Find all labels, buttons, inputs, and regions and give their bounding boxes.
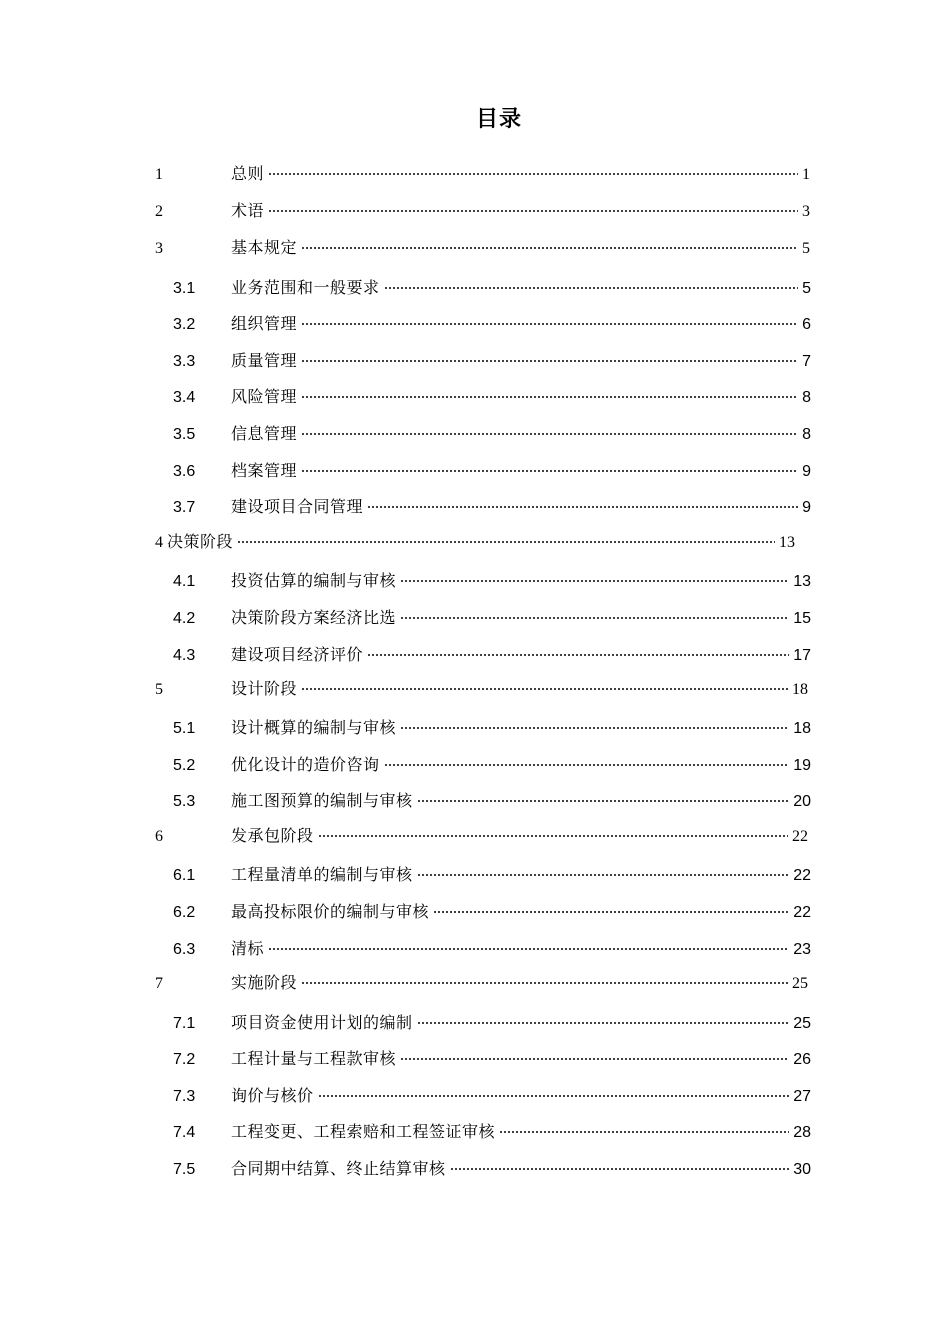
toc-entry-label: 术语: [231, 201, 265, 220]
toc-entry[interactable]: [173, 385, 811, 409]
toc-entry-number: 7.1: [173, 1015, 196, 1032]
toc-entry-number: 7.4: [173, 1124, 196, 1141]
toc-entry-page: 5: [802, 240, 810, 257]
toc-entry-number: 4.3: [173, 647, 196, 664]
toc-entry-label: 询价与核价: [231, 1086, 314, 1105]
toc-entry[interactable]: [173, 349, 811, 373]
toc-entry-label: 投资估算的编制与审核: [231, 571, 397, 590]
toc-entry-label: 质量管理: [231, 351, 298, 370]
toc-entry-number: 3.3: [173, 353, 196, 370]
toc-entry-number: 6.2: [173, 904, 196, 921]
toc-entry-page: 18: [792, 681, 808, 698]
toc-entry-label: 发承包阶段: [231, 826, 314, 845]
dot-leader: [433, 911, 789, 913]
toc-entry-label: 基本规定: [231, 238, 298, 257]
toc-entry-page: 17: [793, 647, 811, 664]
toc-entry-number: 3.5: [173, 426, 196, 443]
toc-entry-number: 2: [155, 203, 163, 220]
toc-entry-number: 4.2: [173, 610, 196, 627]
toc-entry[interactable]: [173, 937, 811, 961]
toc-entry-label: 合同期中结算、终止结算审核: [231, 1159, 446, 1178]
toc-entry-number: 4: [155, 534, 163, 551]
dot-leader: [301, 470, 798, 472]
toc-entry-page: 7: [802, 353, 811, 370]
toc-entry-number: 5.3: [173, 793, 196, 810]
toc-entry-number: 3: [155, 240, 163, 257]
toc-entry[interactable]: [173, 789, 811, 813]
toc-entry-page: 25: [793, 1015, 811, 1032]
toc-entry-label: 建设项目合同管理: [231, 497, 364, 516]
toc-entry-number: 4.1: [173, 573, 196, 590]
toc-entry-number: 3.2: [173, 316, 196, 333]
toc-entry-label: 工程变更、工程索赔和工程签证审核: [231, 1122, 496, 1141]
dot-leader: [400, 727, 789, 729]
toc-entry[interactable]: [155, 236, 810, 260]
dot-leader: [268, 210, 798, 212]
toc-entry[interactable]: [155, 162, 810, 186]
dot-leader: [384, 287, 799, 289]
toc-entry[interactable]: [173, 312, 811, 336]
dot-leader: [301, 396, 798, 398]
toc-entry[interactable]: [173, 716, 811, 740]
toc-entry[interactable]: [173, 459, 811, 483]
toc-entry-page: 13: [779, 534, 795, 551]
dot-leader: [450, 1168, 790, 1170]
toc-entry-label: 实施阶段: [231, 973, 298, 992]
toc-entry-label: 建设项目经济评价: [231, 645, 364, 664]
toc-entry-page: 26: [793, 1051, 811, 1068]
dot-leader: [318, 1095, 790, 1097]
toc-entry[interactable]: [173, 900, 811, 924]
toc-entry-page: 1: [802, 166, 810, 183]
dot-leader: [301, 247, 798, 249]
dot-leader: [301, 433, 798, 435]
toc-entry-number: 6.3: [173, 941, 196, 958]
toc-entry[interactable]: [155, 824, 808, 848]
toc-entry[interactable]: [173, 863, 811, 887]
dot-leader: [400, 580, 789, 582]
dot-leader: [417, 874, 790, 876]
dot-leader: [268, 948, 789, 950]
toc-entry-number: 7.5: [173, 1161, 196, 1178]
toc-entry-number: 7.3: [173, 1088, 196, 1105]
dot-leader: [400, 1058, 789, 1060]
toc-entry-page: 9: [802, 463, 811, 480]
toc-entry-page: 9: [802, 499, 811, 516]
toc-entry-number: 6: [155, 828, 163, 845]
toc-entry[interactable]: [155, 530, 795, 554]
toc-entry[interactable]: [173, 1120, 811, 1144]
toc-entry-page: 5: [802, 280, 811, 297]
toc-entry-label: 档案管理: [231, 461, 298, 480]
dot-leader: [301, 323, 798, 325]
toc-entry[interactable]: [155, 677, 808, 701]
toc-entry-label: 工程量清单的编制与审核: [231, 865, 413, 884]
toc-entry-label: 优化设计的造价咨询: [231, 755, 380, 774]
toc-entry-label: 工程计量与工程款审核: [231, 1049, 397, 1068]
toc-entry-page: 8: [802, 426, 811, 443]
toc-entry-page: 22: [793, 904, 811, 921]
dot-leader: [367, 654, 789, 656]
toc-entry[interactable]: [173, 1047, 811, 1071]
toc-entry-number: 1: [155, 166, 163, 183]
toc-entry-page: 20: [793, 793, 811, 810]
toc-entry-page: 25: [792, 975, 808, 992]
dot-leader: [301, 360, 798, 362]
toc-entry-label: 施工图预算的编制与审核: [231, 791, 413, 810]
toc-entry[interactable]: [173, 1011, 811, 1035]
toc-entry-label: 清标: [231, 939, 265, 958]
dot-leader: [301, 688, 788, 690]
toc-entry-page: 13: [793, 573, 811, 590]
dot-leader: [237, 541, 775, 543]
toc-entry-label: 设计概算的编制与审核: [231, 718, 397, 737]
toc-entry-page: 15: [793, 610, 811, 627]
toc-entry-page: 30: [793, 1161, 811, 1178]
toc-entry[interactable]: [173, 422, 811, 446]
toc-entry-label: 项目资金使用计划的编制: [231, 1013, 413, 1032]
toc-entry-page: 23: [793, 941, 811, 958]
toc-entry[interactable]: [155, 971, 808, 995]
toc-entry-label: 组织管理: [231, 314, 298, 333]
toc-entry-number: 3.4: [173, 389, 196, 406]
toc-entry-label: 最高投标限价的编制与审核: [231, 902, 430, 921]
toc-entry[interactable]: [173, 276, 811, 300]
toc-entry-page: 3: [802, 203, 810, 220]
toc-entry-page: 27: [793, 1088, 811, 1105]
toc-title: 目录: [475, 107, 522, 132]
toc-entry-number: 7.2: [173, 1051, 196, 1068]
toc-entry-number: 5.2: [173, 757, 196, 774]
dot-leader: [301, 982, 788, 984]
toc-entry-page: 18: [793, 720, 811, 737]
toc-entry[interactable]: [173, 495, 811, 519]
toc-entry[interactable]: [155, 199, 810, 223]
dot-leader: [400, 617, 789, 619]
toc-entry[interactable]: [173, 569, 811, 593]
dot-leader: [268, 173, 798, 175]
toc-entry-label: 决策阶段方案经济比选: [231, 608, 397, 627]
toc-entry-number: 3.6: [173, 463, 196, 480]
toc-entry-label: 业务范围和一般要求: [231, 278, 380, 297]
toc-entry[interactable]: [173, 643, 811, 667]
dot-leader: [499, 1131, 789, 1133]
toc-entry-number: 3.1: [173, 280, 196, 297]
toc-entry-label: 设计阶段: [231, 679, 298, 698]
toc-entry-page: 8: [802, 389, 811, 406]
toc-entry[interactable]: [173, 606, 811, 630]
toc-entry-number: 3.7: [173, 499, 196, 516]
toc-entry-page: 28: [793, 1124, 811, 1141]
dot-leader: [417, 800, 790, 802]
toc-entry-number: 5: [155, 681, 163, 698]
toc-entry-page: 22: [792, 828, 808, 845]
toc-entry-page: 6: [802, 316, 811, 333]
toc-entry-number: 6.1: [173, 867, 196, 884]
toc-entry-number: 5.1: [173, 720, 196, 737]
toc-entry-page: 22: [793, 867, 811, 884]
dot-leader: [417, 1022, 790, 1024]
toc-entry-number: 7: [155, 975, 163, 992]
toc-entry[interactable]: [173, 753, 811, 777]
dot-leader: [384, 764, 790, 766]
toc-entry-label: 决策阶段: [167, 532, 234, 551]
dot-leader: [367, 506, 798, 508]
toc-entry-page: 19: [793, 757, 811, 774]
toc-entry-label: 风险管理: [231, 387, 298, 406]
dot-leader: [318, 835, 788, 837]
toc-entry-label: 信息管理: [231, 424, 298, 443]
toc-entry-label: 总则: [231, 164, 265, 183]
toc-entry[interactable]: [173, 1157, 811, 1181]
toc-entry[interactable]: [173, 1084, 811, 1108]
